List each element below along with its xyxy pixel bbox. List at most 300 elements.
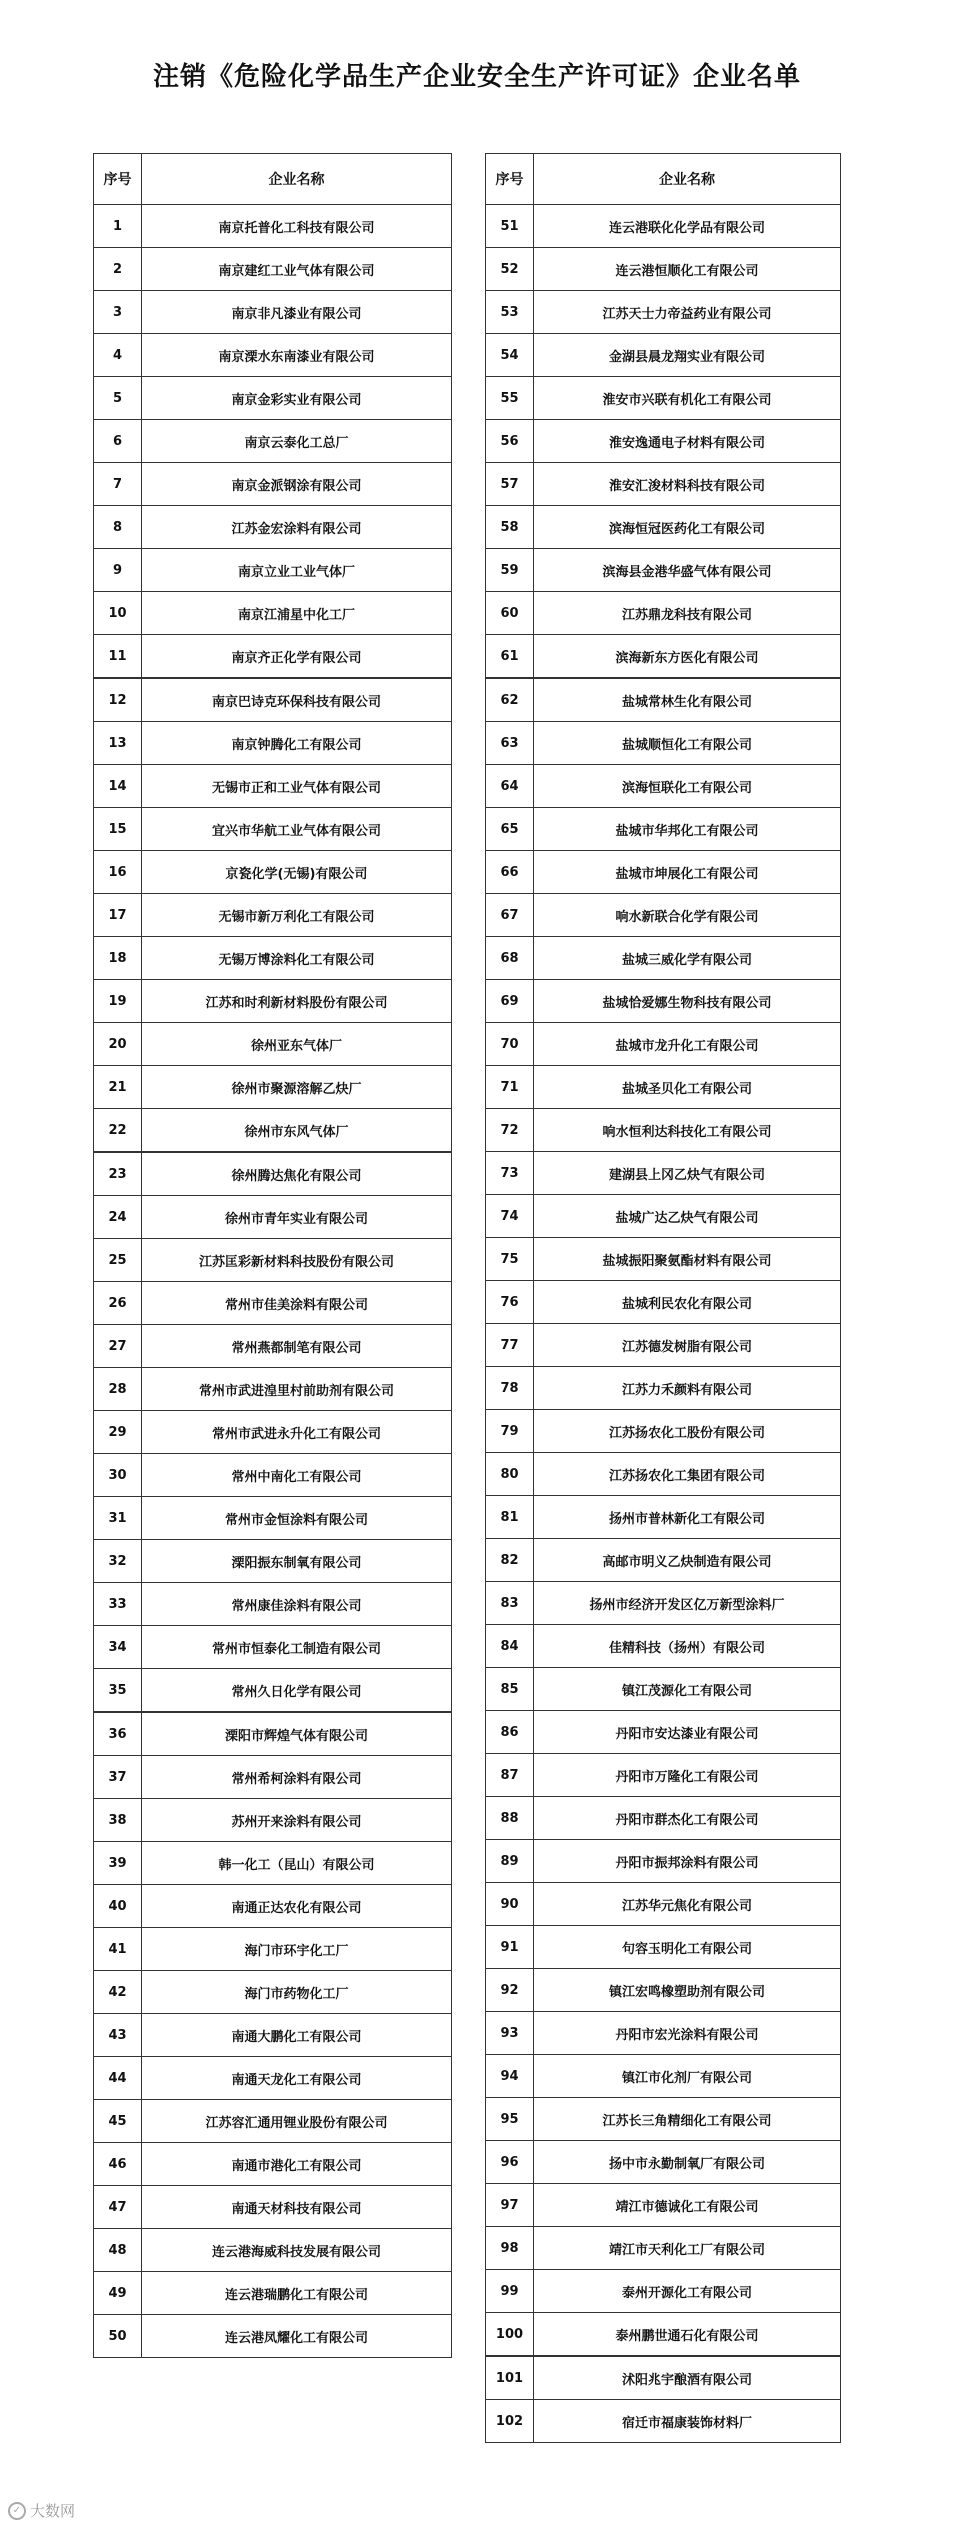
row-number: 6 — [94, 420, 142, 463]
row-number: 57 — [486, 463, 534, 506]
table-row — [486, 248, 841, 291]
table-row — [94, 1066, 452, 1109]
table-row — [94, 2315, 452, 2358]
company-name: 盐城振阳聚氨酯材料有限公司 — [534, 1238, 841, 1281]
company-name: 海门市药物化工厂 — [142, 1971, 452, 2014]
row-number: 48 — [94, 2229, 142, 2272]
company-name: 常州市恒泰化工制造有限公司 — [142, 1626, 452, 1669]
row-number: 65 — [486, 808, 534, 851]
company-name: 盐城市华邦化工有限公司 — [534, 808, 841, 851]
table-row — [94, 1799, 452, 1842]
row-number: 97 — [486, 2184, 534, 2227]
table-row — [486, 980, 841, 1023]
company-name: 宿迁市福康装饰材料厂 — [534, 2400, 841, 2443]
row-number: 87 — [486, 1754, 534, 1797]
company-name: 连云港恒顺化工有限公司 — [534, 248, 841, 291]
company-name: 泰州开源化工有限公司 — [534, 2270, 841, 2313]
company-name: 盐城市龙升化工有限公司 — [534, 1023, 841, 1066]
row-number: 8 — [94, 506, 142, 549]
table-row — [486, 1625, 841, 1668]
row-number: 76 — [486, 1281, 534, 1324]
row-number: 40 — [94, 1885, 142, 1928]
table-row — [486, 1195, 841, 1238]
row-number: 35 — [94, 1669, 142, 1713]
company-name: 南通正达农化有限公司 — [142, 1885, 452, 1928]
row-number: 16 — [94, 851, 142, 894]
row-number: 69 — [486, 980, 534, 1023]
row-number: 32 — [94, 1540, 142, 1583]
row-number: 92 — [486, 1969, 534, 2012]
table-row — [94, 1196, 452, 1239]
table-row — [94, 205, 452, 248]
company-name: 盐城利民农化有限公司 — [534, 1281, 841, 1324]
company-name: 江苏力禾颜料有限公司 — [534, 1367, 841, 1410]
table-row — [94, 1368, 452, 1411]
company-name: 无锡市正和工业气体有限公司 — [142, 765, 452, 808]
row-number: 33 — [94, 1583, 142, 1626]
company-name: 金湖县晨龙翔实业有限公司 — [534, 334, 841, 377]
row-number: 72 — [486, 1109, 534, 1152]
row-number: 56 — [486, 420, 534, 463]
company-name: 泰州鹏世通石化有限公司 — [534, 2313, 841, 2357]
table-row — [486, 1410, 841, 1453]
row-number: 94 — [486, 2055, 534, 2098]
company-name: 扬州市普林新化工有限公司 — [534, 1496, 841, 1539]
row-number: 19 — [94, 980, 142, 1023]
row-number: 79 — [486, 1410, 534, 1453]
company-name: 扬州市经济开发区亿万新型涂料厂 — [534, 1582, 841, 1625]
table-row — [94, 592, 452, 635]
company-name: 淮安逸通电子材料有限公司 — [534, 420, 841, 463]
row-number: 52 — [486, 248, 534, 291]
table-row — [94, 894, 452, 937]
row-number: 21 — [94, 1066, 142, 1109]
table-row — [94, 1540, 452, 1583]
company-name: 南京金派钢涂有限公司 — [142, 463, 452, 506]
row-number: 2 — [94, 248, 142, 291]
company-name: 靖江市天利化工厂有限公司 — [534, 2227, 841, 2270]
table-row — [486, 506, 841, 549]
table-row — [486, 1883, 841, 1926]
company-name: 溧阳振东制氧有限公司 — [142, 1540, 452, 1583]
table-row — [94, 678, 452, 722]
header-no: 序号 — [94, 154, 142, 205]
table-row — [486, 2012, 841, 2055]
watermark-text: 大数网 — [30, 2502, 76, 2520]
row-number: 22 — [94, 1109, 142, 1153]
table-row — [486, 937, 841, 980]
table-row — [94, 334, 452, 377]
row-number: 24 — [94, 1196, 142, 1239]
table-row — [486, 2055, 841, 2098]
table-row — [486, 205, 841, 248]
company-name: 镇江宏鸣橡塑助剂有限公司 — [534, 1969, 841, 2012]
company-name: 南京托普化工科技有限公司 — [142, 205, 452, 248]
row-number: 20 — [94, 1023, 142, 1066]
company-name: 苏州开来涂料有限公司 — [142, 1799, 452, 1842]
row-number: 89 — [486, 1840, 534, 1883]
table-row — [94, 1971, 452, 2014]
company-name: 连云港海威科技发展有限公司 — [142, 2229, 452, 2272]
company-name: 南京云泰化工总厂 — [142, 420, 452, 463]
table-row — [486, 2400, 841, 2443]
row-number: 23 — [94, 1152, 142, 1196]
company-name: 江苏匡彩新材料科技股份有限公司 — [142, 1239, 452, 1282]
company-name: 南通大鹏化工有限公司 — [142, 2014, 452, 2057]
company-name: 滨海新东方医化有限公司 — [534, 635, 841, 679]
row-number: 59 — [486, 549, 534, 592]
header-no: 序号 — [486, 154, 534, 205]
company-name: 盐城顺恒化工有限公司 — [534, 722, 841, 765]
table-row — [94, 1885, 452, 1928]
company-name: 盐城三威化学有限公司 — [534, 937, 841, 980]
row-number: 86 — [486, 1711, 534, 1754]
table-row — [486, 2227, 841, 2270]
company-name: 扬中市永勤制氧厂有限公司 — [534, 2141, 841, 2184]
watermark — [8, 2500, 75, 2521]
header-name: 企业名称 — [534, 154, 841, 205]
company-name: 镇江市化剂厂有限公司 — [534, 2055, 841, 2098]
table-row — [486, 635, 841, 679]
row-number: 15 — [94, 808, 142, 851]
company-name: 南京钟腾化工有限公司 — [142, 722, 452, 765]
company-name: 常州久日化学有限公司 — [142, 1669, 452, 1713]
table-row — [94, 1325, 452, 1368]
row-number: 67 — [486, 894, 534, 937]
company-name: 连云港瑞鹏化工有限公司 — [142, 2272, 452, 2315]
table-row — [94, 2143, 452, 2186]
row-number: 26 — [94, 1282, 142, 1325]
table-header-row — [94, 154, 452, 205]
table-row — [94, 2229, 452, 2272]
company-name: 江苏金宏涂料有限公司 — [142, 506, 452, 549]
table-row — [94, 937, 452, 980]
row-number: 53 — [486, 291, 534, 334]
row-number: 101 — [486, 2356, 534, 2400]
table-row — [486, 1711, 841, 1754]
company-name: 江苏容汇通用锂业股份有限公司 — [142, 2100, 452, 2143]
table-row — [486, 2356, 841, 2400]
row-number: 14 — [94, 765, 142, 808]
company-name: 靖江市德诚化工有限公司 — [534, 2184, 841, 2227]
row-number: 17 — [94, 894, 142, 937]
table-row — [94, 1239, 452, 1282]
table-row — [486, 1539, 841, 1582]
company-name: 沭阳兆宇酿酒有限公司 — [534, 2356, 841, 2400]
table-row — [486, 549, 841, 592]
company-name: 南通天材科技有限公司 — [142, 2186, 452, 2229]
row-number: 84 — [486, 1625, 534, 1668]
row-number: 18 — [94, 937, 142, 980]
company-name: 江苏华元焦化有限公司 — [534, 1883, 841, 1926]
company-name: 常州康佳涂料有限公司 — [142, 1583, 452, 1626]
row-number: 39 — [94, 1842, 142, 1885]
row-number: 95 — [486, 2098, 534, 2141]
company-name: 徐州腾达焦化有限公司 — [142, 1152, 452, 1196]
company-name: 盐城圣贝化工有限公司 — [534, 1066, 841, 1109]
table-row — [486, 1367, 841, 1410]
company-name: 常州市武进湟里村前助剂有限公司 — [142, 1368, 452, 1411]
company-name: 南京江浦星中化工厂 — [142, 592, 452, 635]
table-row — [486, 894, 841, 937]
row-number: 45 — [94, 2100, 142, 2143]
table-row — [94, 1756, 452, 1799]
table-row — [486, 291, 841, 334]
company-name: 江苏扬农化工股份有限公司 — [534, 1410, 841, 1453]
table-row — [486, 334, 841, 377]
table-row — [486, 463, 841, 506]
row-number: 1 — [94, 205, 142, 248]
table-row — [486, 1969, 841, 2012]
row-number: 12 — [94, 678, 142, 722]
table-row — [486, 765, 841, 808]
table-row — [94, 1411, 452, 1454]
company-name: 连云港联化化学品有限公司 — [534, 205, 841, 248]
row-number: 91 — [486, 1926, 534, 1969]
row-number: 96 — [486, 2141, 534, 2184]
row-number: 71 — [486, 1066, 534, 1109]
row-number: 58 — [486, 506, 534, 549]
company-name: 丹阳市安达漆业有限公司 — [534, 1711, 841, 1754]
row-number: 47 — [94, 2186, 142, 2229]
company-name: 常州希柯涂料有限公司 — [142, 1756, 452, 1799]
table-row — [94, 765, 452, 808]
row-number: 75 — [486, 1238, 534, 1281]
company-table-left — [93, 153, 452, 2358]
row-number: 99 — [486, 2270, 534, 2313]
table-row — [486, 1109, 841, 1152]
table-row — [486, 1797, 841, 1840]
company-name: 响水恒利达科技化工有限公司 — [534, 1109, 841, 1152]
table-row — [94, 1023, 452, 1066]
table-row — [486, 1668, 841, 1711]
row-number: 29 — [94, 1411, 142, 1454]
company-name: 常州中南化工有限公司 — [142, 1454, 452, 1497]
row-number: 61 — [486, 635, 534, 679]
table-row — [486, 2270, 841, 2313]
row-number: 78 — [486, 1367, 534, 1410]
table-row — [94, 2014, 452, 2057]
row-number: 60 — [486, 592, 534, 635]
company-name: 滨海恒冠医药化工有限公司 — [534, 506, 841, 549]
row-number: 82 — [486, 1539, 534, 1582]
row-number: 85 — [486, 1668, 534, 1711]
row-number: 49 — [94, 2272, 142, 2315]
company-name: 南京金彩实业有限公司 — [142, 377, 452, 420]
watermark-logo-icon: ✓ — [8, 2502, 26, 2520]
company-name: 建湖县上冈乙炔气有限公司 — [534, 1152, 841, 1195]
company-name: 南京建红工业气体有限公司 — [142, 248, 452, 291]
company-table-right — [485, 153, 841, 2443]
table-row — [94, 2272, 452, 2315]
company-name: 丹阳市群杰化工有限公司 — [534, 1797, 841, 1840]
row-number: 34 — [94, 1626, 142, 1669]
row-number: 28 — [94, 1368, 142, 1411]
table-row — [486, 1754, 841, 1797]
table-row — [486, 1324, 841, 1367]
row-number: 66 — [486, 851, 534, 894]
table-row — [486, 592, 841, 635]
company-name: 徐州市青年实业有限公司 — [142, 1196, 452, 1239]
company-name: 徐州市聚源溶解乙炔厂 — [142, 1066, 452, 1109]
row-number: 9 — [94, 549, 142, 592]
company-name: 丹阳市宏光涂料有限公司 — [534, 2012, 841, 2055]
company-name: 无锡市新万利化工有限公司 — [142, 894, 452, 937]
company-name: 南京立业工业气体厂 — [142, 549, 452, 592]
company-name: 江苏鼎龙科技有限公司 — [534, 592, 841, 635]
company-name: 镇江茂源化工有限公司 — [534, 1668, 841, 1711]
company-name: 盐城恰爱娜生物科技有限公司 — [534, 980, 841, 1023]
company-name: 常州燕都制笔有限公司 — [142, 1325, 452, 1368]
row-number: 74 — [486, 1195, 534, 1238]
table-row — [94, 549, 452, 592]
row-number: 25 — [94, 1239, 142, 1282]
company-name: 滨海恒联化工有限公司 — [534, 765, 841, 808]
table-row — [94, 248, 452, 291]
table-row — [486, 1066, 841, 1109]
company-name: 连云港凤耀化工有限公司 — [142, 2315, 452, 2358]
company-name: 常州市金恒涂料有限公司 — [142, 1497, 452, 1540]
row-number: 13 — [94, 722, 142, 765]
table-row — [94, 463, 452, 506]
table-row — [94, 1497, 452, 1540]
table-row — [486, 678, 841, 722]
table-row — [486, 851, 841, 894]
row-number: 36 — [94, 1712, 142, 1756]
table-row — [94, 635, 452, 679]
table-row — [94, 980, 452, 1023]
row-number: 50 — [94, 2315, 142, 2358]
row-number: 102 — [486, 2400, 534, 2443]
table-row — [94, 506, 452, 549]
row-number: 83 — [486, 1582, 534, 1625]
row-number: 5 — [94, 377, 142, 420]
company-name: 响水新联合化学有限公司 — [534, 894, 841, 937]
row-number: 31 — [94, 1497, 142, 1540]
company-name: 丹阳市振邦涂料有限公司 — [534, 1840, 841, 1883]
row-number: 100 — [486, 2313, 534, 2357]
company-name: 京瓷化学(无锡)有限公司 — [142, 851, 452, 894]
company-name: 盐城广达乙炔气有限公司 — [534, 1195, 841, 1238]
company-name: 常州市佳美涂料有限公司 — [142, 1282, 452, 1325]
table-row — [94, 1583, 452, 1626]
table-row — [486, 1496, 841, 1539]
row-number: 11 — [94, 635, 142, 679]
row-number: 43 — [94, 2014, 142, 2057]
company-name: 无锡万博涂料化工有限公司 — [142, 937, 452, 980]
row-number: 62 — [486, 678, 534, 722]
table-row — [486, 1582, 841, 1625]
table-row — [486, 2098, 841, 2141]
table-row — [94, 291, 452, 334]
company-name: 盐城常林生化有限公司 — [534, 678, 841, 722]
table-row — [94, 1454, 452, 1497]
table-row — [94, 1669, 452, 1713]
table-row — [486, 722, 841, 765]
row-number: 81 — [486, 1496, 534, 1539]
header-name: 企业名称 — [142, 154, 452, 205]
table-row — [94, 1152, 452, 1196]
row-number: 38 — [94, 1799, 142, 1842]
table-header-row — [486, 154, 841, 205]
company-name: 江苏天士力帝益药业有限公司 — [534, 291, 841, 334]
row-number: 3 — [94, 291, 142, 334]
table-row — [94, 2186, 452, 2229]
table-row — [486, 1281, 841, 1324]
table-row — [486, 1238, 841, 1281]
table-row — [94, 722, 452, 765]
table-row — [486, 377, 841, 420]
row-number: 64 — [486, 765, 534, 808]
table-row — [486, 808, 841, 851]
table-row — [94, 1928, 452, 1971]
company-name: 南通市港化工有限公司 — [142, 2143, 452, 2186]
company-name: 江苏德发树脂有限公司 — [534, 1324, 841, 1367]
company-name: 溧阳市辉煌气体有限公司 — [142, 1712, 452, 1756]
table-row — [94, 377, 452, 420]
table-row — [486, 420, 841, 463]
table-row — [94, 851, 452, 894]
row-number: 63 — [486, 722, 534, 765]
company-name: 高邮市明义乙炔制造有限公司 — [534, 1539, 841, 1582]
row-number: 51 — [486, 205, 534, 248]
table-row — [486, 2141, 841, 2184]
table-row — [94, 808, 452, 851]
row-number: 30 — [94, 1454, 142, 1497]
row-number: 37 — [94, 1756, 142, 1799]
row-number: 4 — [94, 334, 142, 377]
company-name: 江苏扬农化工集团有限公司 — [534, 1453, 841, 1496]
table-row — [94, 2057, 452, 2100]
row-number: 7 — [94, 463, 142, 506]
company-name: 南京齐正化学有限公司 — [142, 635, 452, 679]
company-name: 江苏和时利新材料股份有限公司 — [142, 980, 452, 1023]
company-name: 宜兴市华航工业气体有限公司 — [142, 808, 452, 851]
company-name: 句容玉明化工有限公司 — [534, 1926, 841, 1969]
table-row — [486, 1453, 841, 1496]
row-number: 98 — [486, 2227, 534, 2270]
row-number: 88 — [486, 1797, 534, 1840]
table-row — [94, 1109, 452, 1153]
table-row — [486, 1152, 841, 1195]
company-name: 佳精科技（扬州）有限公司 — [534, 1625, 841, 1668]
company-name: 海门市环宇化工厂 — [142, 1928, 452, 1971]
company-name: 盐城市坤展化工有限公司 — [534, 851, 841, 894]
table-row — [486, 1926, 841, 1969]
company-name: 丹阳市万隆化工有限公司 — [534, 1754, 841, 1797]
table-row — [486, 2313, 841, 2357]
table-row — [94, 1626, 452, 1669]
company-name: 徐州市东风气体厂 — [142, 1109, 452, 1153]
company-name: 常州市武进永升化工有限公司 — [142, 1411, 452, 1454]
row-number: 41 — [94, 1928, 142, 1971]
row-number: 54 — [486, 334, 534, 377]
company-name: 淮安汇浚材料科技有限公司 — [534, 463, 841, 506]
company-name: 韩一化工（昆山）有限公司 — [142, 1842, 452, 1885]
row-number: 44 — [94, 2057, 142, 2100]
row-number: 46 — [94, 2143, 142, 2186]
company-name: 南京巴诗克环保科技有限公司 — [142, 678, 452, 722]
table-row — [94, 1282, 452, 1325]
company-name: 江苏长三角精细化工有限公司 — [534, 2098, 841, 2141]
row-number: 77 — [486, 1324, 534, 1367]
company-name: 淮安市兴联有机化工有限公司 — [534, 377, 841, 420]
row-number: 93 — [486, 2012, 534, 2055]
row-number: 68 — [486, 937, 534, 980]
row-number: 80 — [486, 1453, 534, 1496]
row-number: 55 — [486, 377, 534, 420]
company-name: 徐州亚东气体厂 — [142, 1023, 452, 1066]
